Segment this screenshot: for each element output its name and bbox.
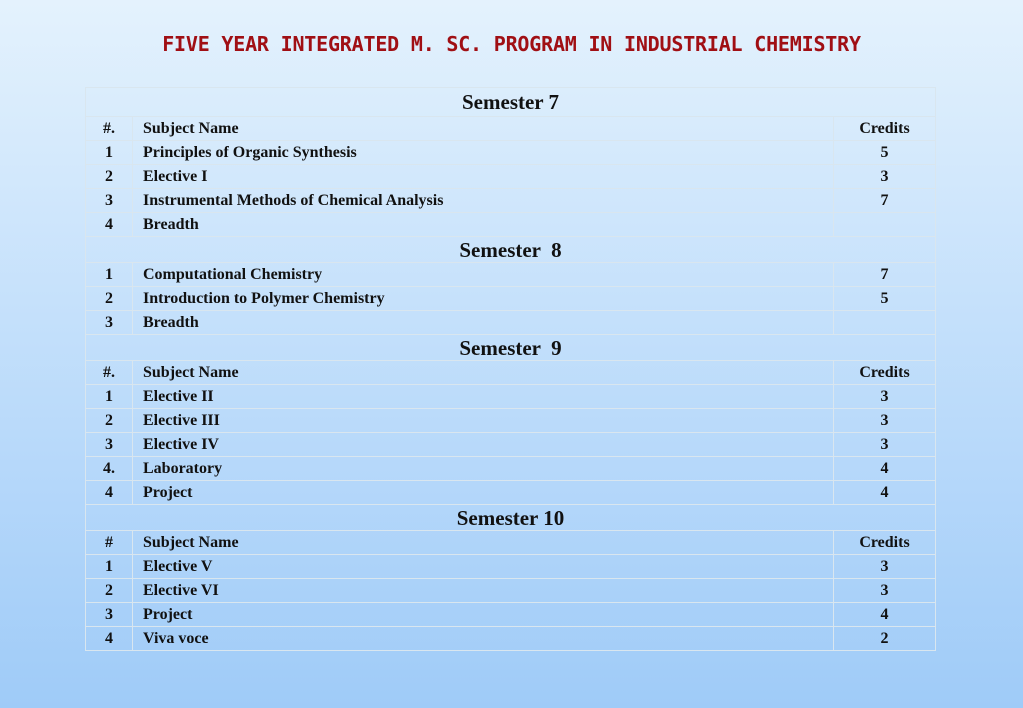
table-row xyxy=(86,433,936,457)
table-row xyxy=(86,579,936,603)
semester-7-heading: Semester 7 xyxy=(86,88,936,117)
row-num: 3 xyxy=(86,189,133,213)
semester-heading-row xyxy=(86,335,936,361)
row-subject: Elective III xyxy=(133,409,834,433)
row-credits: 3 xyxy=(834,385,936,409)
page-title: FIVE YEAR INTEGRATED M. SC. PROGRAM IN INDUSTRIAL CHEMISTRY xyxy=(162,32,861,56)
row-num: 1 xyxy=(86,385,133,409)
row-num: 4 xyxy=(86,627,133,651)
row-credits: 4 xyxy=(834,457,936,481)
row-subject: Elective II xyxy=(133,385,834,409)
header-credits: Credits xyxy=(834,361,936,385)
row-subject: Elective IV xyxy=(133,433,834,457)
row-num: 4 xyxy=(86,481,133,505)
table-header-row xyxy=(86,531,936,555)
row-subject: Breadth xyxy=(133,311,834,335)
header-subject: Subject Name xyxy=(133,361,834,385)
row-subject: Elective I xyxy=(133,165,834,189)
row-credits: 7 xyxy=(834,263,936,287)
row-num: 1 xyxy=(86,263,133,287)
table-row xyxy=(86,385,936,409)
row-credits: 2 xyxy=(834,627,936,651)
header-credits: Credits xyxy=(834,117,936,141)
row-subject: Instrumental Methods of Chemical Analysis xyxy=(133,189,834,213)
table-row xyxy=(86,165,936,189)
table-row xyxy=(86,189,936,213)
row-credits: 3 xyxy=(834,409,936,433)
row-credits: 4 xyxy=(834,603,936,627)
table-row xyxy=(86,481,936,505)
table-row xyxy=(86,287,936,311)
table-row xyxy=(86,263,936,287)
row-credits xyxy=(834,213,936,237)
semester-9-heading: Semester 9 xyxy=(86,335,936,361)
table-row xyxy=(86,457,936,481)
table-header-row xyxy=(86,117,936,141)
header-num: #. xyxy=(86,361,133,385)
semester-heading-row xyxy=(86,88,936,117)
row-num: 1 xyxy=(86,555,133,579)
row-credits: 3 xyxy=(834,555,936,579)
header-num: # xyxy=(86,531,133,555)
semester-heading-row xyxy=(86,237,936,263)
row-subject: Project xyxy=(133,603,834,627)
row-subject: Laboratory xyxy=(133,457,834,481)
row-num: 4 xyxy=(86,213,133,237)
row-credits: 7 xyxy=(834,189,936,213)
table-row xyxy=(86,555,936,579)
row-subject: Computational Chemistry xyxy=(133,263,834,287)
table-row xyxy=(86,311,936,335)
semester-heading-row xyxy=(86,505,936,531)
row-num: 3 xyxy=(86,311,133,335)
row-num: 4. xyxy=(86,457,133,481)
table-row xyxy=(86,213,936,237)
row-credits xyxy=(834,311,936,335)
header-subject: Subject Name xyxy=(133,531,834,555)
row-subject: Elective V xyxy=(133,555,834,579)
header-num: #. xyxy=(86,117,133,141)
row-subject: Breadth xyxy=(133,213,834,237)
row-credits: 3 xyxy=(834,165,936,189)
row-credits: 5 xyxy=(834,287,936,311)
row-credits: 3 xyxy=(834,433,936,457)
row-subject: Principles of Organic Synthesis xyxy=(133,141,834,165)
header-credits: Credits xyxy=(834,531,936,555)
row-credits: 5 xyxy=(834,141,936,165)
row-credits: 3 xyxy=(834,579,936,603)
semester-8-heading: Semester 8 xyxy=(86,237,936,263)
row-subject: Elective VI xyxy=(133,579,834,603)
curriculum-table xyxy=(85,87,936,651)
row-subject: Viva voce xyxy=(133,627,834,651)
row-credits: 4 xyxy=(834,481,936,505)
header-subject: Subject Name xyxy=(133,117,834,141)
row-num: 2 xyxy=(86,165,133,189)
row-subject: Project xyxy=(133,481,834,505)
table-row xyxy=(86,409,936,433)
row-subject: Introduction to Polymer Chemistry xyxy=(133,287,834,311)
table-row xyxy=(86,627,936,651)
semester-10-heading: Semester 10 xyxy=(86,505,936,531)
table-header-row xyxy=(86,361,936,385)
row-num: 2 xyxy=(86,409,133,433)
row-num: 3 xyxy=(86,433,133,457)
table-row xyxy=(86,603,936,627)
row-num: 1 xyxy=(86,141,133,165)
row-num: 2 xyxy=(86,287,133,311)
row-num: 2 xyxy=(86,579,133,603)
row-num: 3 xyxy=(86,603,133,627)
table-row xyxy=(86,141,936,165)
